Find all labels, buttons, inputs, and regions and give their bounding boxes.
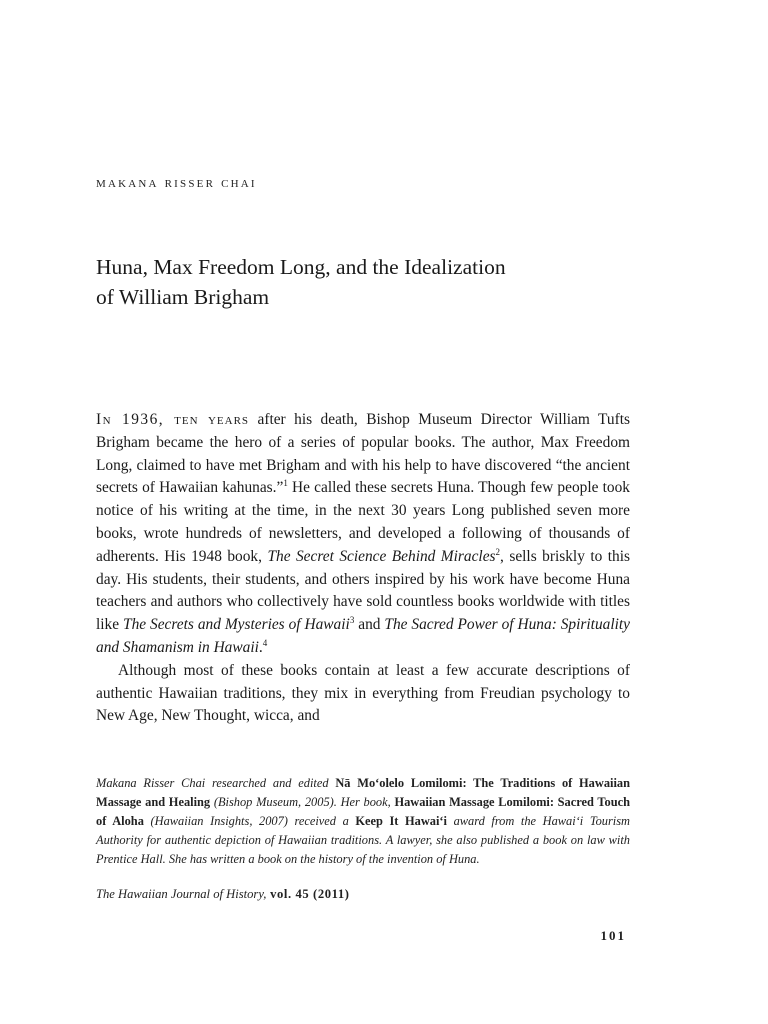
book-title-3: The Sacred Power of Huna: Spirituality and Shamanism in Hawaii — [96, 616, 630, 656]
paragraph-2: Although most of these books contain at least a few accurate descriptions of authentic Hawaiian traditions, they mix in everything from Freudian psychology to New Age, New Thought, wicca, and — [96, 661, 630, 725]
bio-text: award from the Hawaiʻi Tourism Authority for authentic depiction of Hawaiian traditions. A lawyer, she also published a book on law with Prentice Hall. She has written a book on the history of the invention of Huna. — [96, 814, 631, 866]
bio-book-title-2: Hawaiian Massage Lomilomi: Sacred Touch of Aloha — [96, 795, 631, 828]
footnote-ref-2[interactable]: 2 — [495, 546, 501, 557]
article-title-line-2: of William Brigham — [96, 285, 270, 309]
journal-citation — [96, 885, 630, 904]
article-title — [96, 252, 656, 312]
footnote-ref-4[interactable]: 4 — [262, 637, 268, 648]
footnote-ref-3[interactable]: 3 — [349, 615, 355, 626]
article-body — [96, 409, 630, 728]
paragraph-text: , sells briskly to this day. His students, their students, and others inspired by his work have become Huna teachers and authors who collectively have sold countless books worldwide with titles like — [96, 547, 631, 634]
journal-volume: vol. 45 (2011) — [266, 887, 350, 901]
author-name: makana risser chai — [96, 175, 257, 191]
book-title-1: The Secret Science Behind Miracles — [267, 547, 496, 565]
bio-text: (Bishop Museum, 2005). Her book, — [210, 795, 395, 809]
paragraph-text: . — [258, 638, 263, 656]
journal-name: The Hawaiian Journal of History, — [96, 887, 267, 901]
paragraph-lead: In 1936, — [96, 411, 175, 428]
paragraph-text: after his death, Bishop Museum Director William Tufts Brigham became the hero of a series of popular books. The author, Max Freedom Long, claimed to have met Brigham and with his help to have discovered “the ancient secrets of Hawaiian kahunas.” — [96, 411, 630, 497]
book-title-2: The Secrets and Mysteries of Hawaii — [123, 616, 350, 634]
paragraph-1 — [96, 409, 630, 660]
bio-text: Makana Risser Chai researched and edited — [96, 776, 336, 790]
article-title-line-1: Huna, Max Freedom Long, and the Idealization — [96, 255, 506, 279]
paragraph-text: and — [354, 616, 385, 634]
footnote-ref-1[interactable]: 1 — [283, 478, 288, 489]
bio-book-title-1: Nā Moʻolelo Lomilomi: The Traditions of Hawaiian Massage and Healing — [96, 776, 630, 809]
page-number: 101 — [600, 928, 626, 943]
bio-award-name: Keep It Hawaiʻi — [355, 814, 447, 828]
paragraph-text: He called these secrets Huna. Though few people took notice of his writing at the time, in the next 30 years Long published seven more books, wrote hundreds of newsletters, and developed a following of thousands of adherents. His 1948 book, — [96, 479, 630, 565]
bio-text: (Hawaiian Insights, 2007) received a — [143, 814, 356, 828]
paragraph-lead-smallcaps: ten years — [174, 411, 250, 428]
author-bio-note — [96, 774, 630, 869]
